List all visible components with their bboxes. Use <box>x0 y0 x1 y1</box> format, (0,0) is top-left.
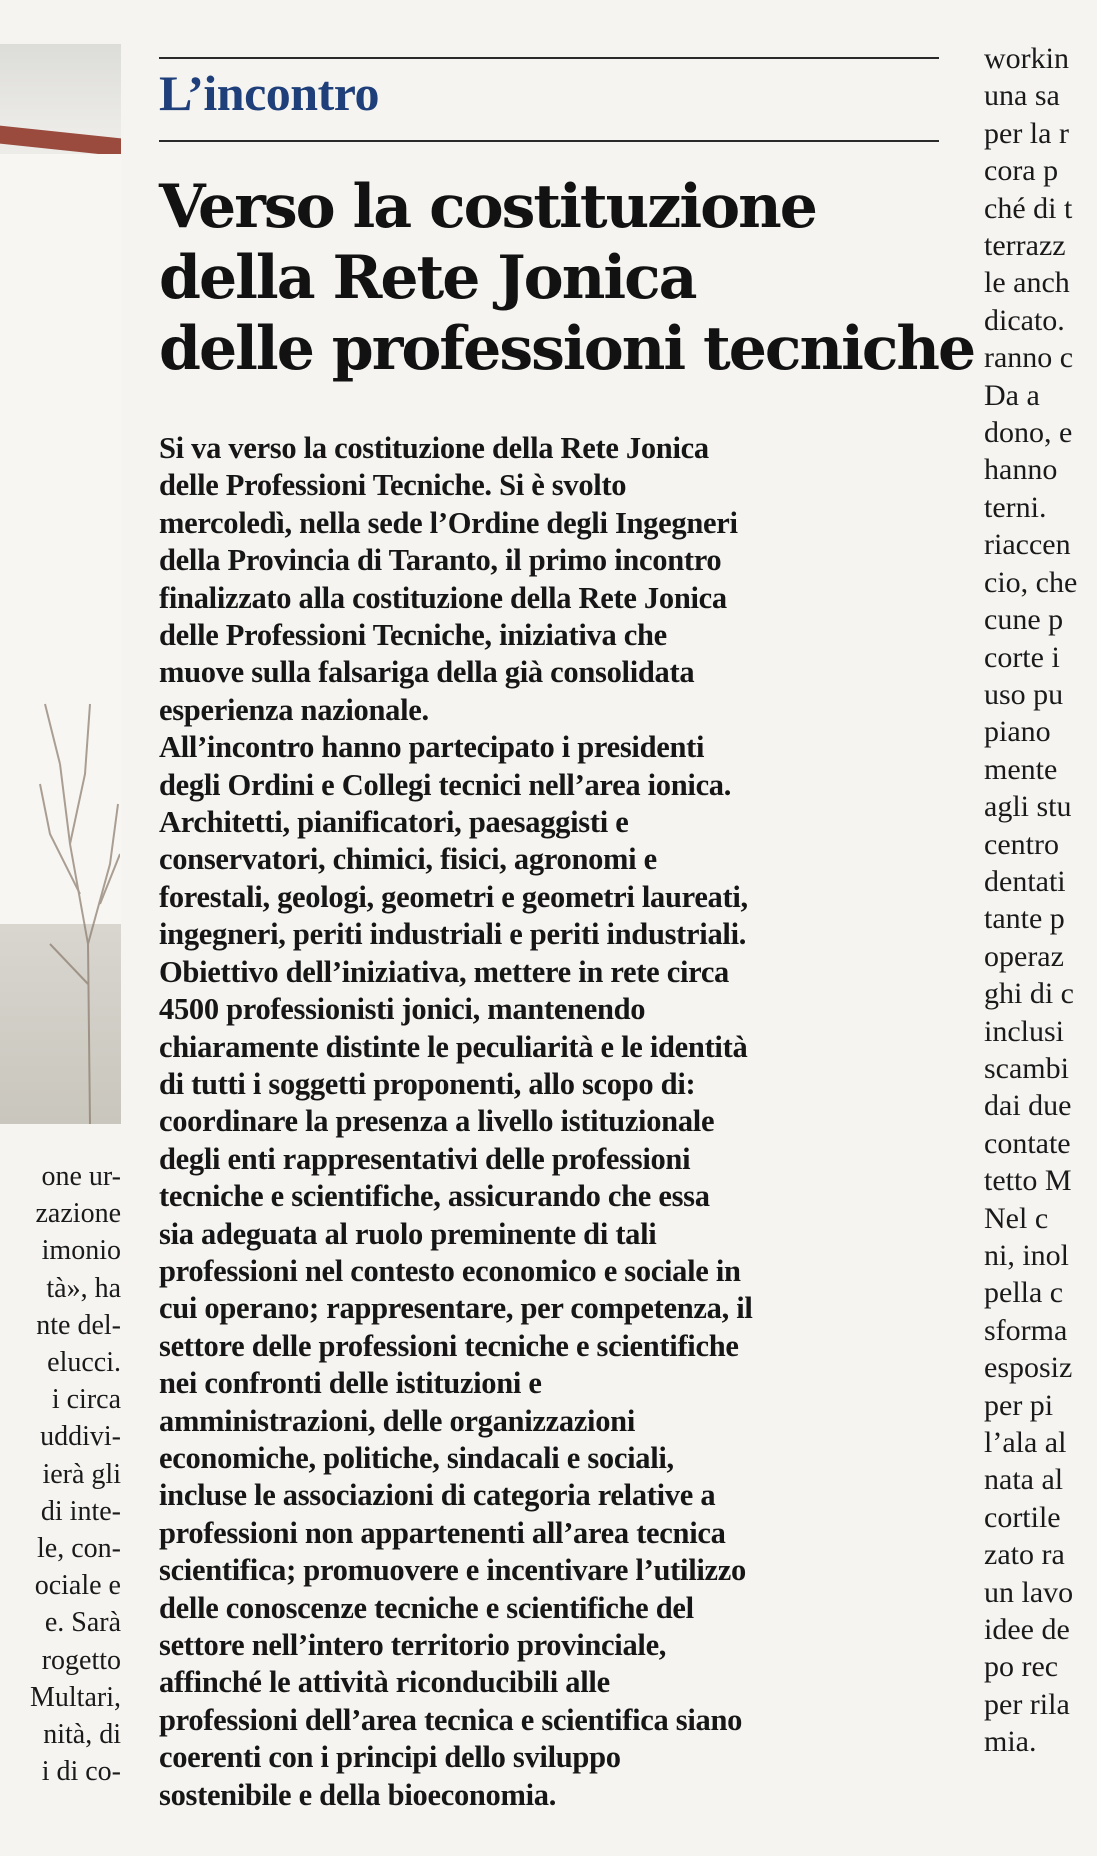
right-column-line: le anch <box>984 266 1070 300</box>
article-headline <box>159 172 975 385</box>
left-column-line: i circa <box>51 1384 121 1416</box>
body-line: della Provincia di Taranto, il primo incontro <box>159 543 722 578</box>
right-column-line: ché di t <box>984 191 1073 225</box>
right-column-line: per rila <box>984 1687 1070 1721</box>
right-column-line: tante p <box>984 902 1065 936</box>
right-column-line: agli stu <box>984 790 1072 824</box>
right-column-line: Da a <box>984 378 1040 412</box>
body-line: delle Professioni Tecniche, iniziativa che <box>159 618 667 653</box>
left-column-line: tà», ha <box>46 1272 121 1304</box>
right-column-line: uso pu <box>984 677 1064 711</box>
left-column-line: di inte- <box>40 1495 121 1527</box>
body-line: Si va verso la costituzione della Rete Jonica <box>159 431 709 465</box>
body-line: chiaramente distinte le peculiarità e le identità <box>159 1029 748 1064</box>
kicker-rule <box>159 140 939 142</box>
right-column-line: terrazz <box>984 229 1066 263</box>
body-line: coordinare la presenza a livello istituzionale <box>159 1104 715 1139</box>
section-kicker: L’incontro <box>159 65 380 121</box>
right-column-line: operaz <box>984 939 1064 973</box>
body-line: finalizzato alla costituzione della Rete Jonica <box>159 580 727 615</box>
body-line: nei confronti delle istituzioni e <box>159 1366 542 1401</box>
body-line: di tutti i soggetti proponenti, allo scopo di: <box>159 1066 696 1101</box>
right-column-text <box>984 40 1097 1761</box>
right-column-line: dicato. <box>984 303 1065 337</box>
right-column-line: dono, e <box>984 416 1073 450</box>
left-column-line: ierà gli <box>42 1458 121 1490</box>
body-line: All’incontro hanno partecipato i presidenti <box>159 730 705 765</box>
left-column-line: zazione <box>35 1198 121 1230</box>
left-column-line: elucci. <box>47 1347 121 1379</box>
body-line: delle conoscenze tecniche e scientifiche del <box>159 1590 694 1625</box>
left-column-line: le, con- <box>37 1533 121 1565</box>
body-line: settore delle professioni tecniche e scientifiche <box>159 1328 739 1363</box>
left-column-line: i di co- <box>41 1756 121 1788</box>
right-column-line: scambi <box>984 1051 1069 1085</box>
right-column-line: l’ala al <box>984 1426 1067 1460</box>
right-column-line: cora p <box>984 154 1059 188</box>
right-column-line: piano <box>984 715 1051 749</box>
left-column-line: nità, di <box>43 1719 121 1751</box>
body-line: esperienza nazionale. <box>159 692 429 727</box>
body-line: cui operano; rappresentare, per competenza, il <box>159 1291 753 1326</box>
right-column-line: per pi <box>984 1388 1054 1422</box>
article-body <box>159 430 939 1814</box>
body-line: amministrazioni, delle organizzazioni <box>159 1403 635 1438</box>
headline-line: della Rete Jonica <box>159 243 696 313</box>
right-column-line: tetto M <box>984 1164 1072 1198</box>
left-column-line: uddivi- <box>40 1421 121 1453</box>
body-line: sostenibile e della bioeconomia. <box>159 1777 557 1812</box>
right-column-line: una sa <box>984 79 1060 113</box>
left-column-line: e. Sarà <box>44 1607 121 1639</box>
right-column-line: dai due <box>984 1089 1072 1123</box>
right-column-line: ni, inol <box>984 1239 1070 1272</box>
body-line: Obiettivo dell’iniziativa, mettere in rete circa <box>159 954 730 989</box>
body-line: 4500 professionisti jonici, mantenendo <box>159 992 646 1027</box>
right-column-line: mente <box>984 752 1058 786</box>
body-line: affinché le attività riconducibili alle <box>159 1665 610 1700</box>
body-line: mercoledì, nella sede l’Ordine degli Ingegneri <box>159 505 738 540</box>
right-column-line: dentati <box>984 864 1066 898</box>
left-column-line: ociale e <box>34 1570 121 1602</box>
left-column-line: nte del- <box>36 1309 121 1341</box>
right-column-line: cio, che <box>984 565 1078 599</box>
right-column-line: inclusi <box>984 1014 1064 1048</box>
body-line: professioni non appartenenti all’area tecnica <box>159 1515 726 1550</box>
right-column-line: nata al <box>984 1463 1064 1497</box>
right-column-line: hanno <box>984 453 1058 487</box>
body-line: settore nell’intero territorio provinciale, <box>159 1628 667 1662</box>
right-column-line: cune p <box>984 603 1064 637</box>
right-column-line: po rec <box>984 1650 1059 1684</box>
right-column-line: Nel c <box>984 1201 1049 1235</box>
left-column-text <box>0 1158 121 1790</box>
right-column-line: terni. <box>984 490 1047 524</box>
roof-edge <box>0 126 121 157</box>
right-column-line: esposiz <box>984 1351 1073 1385</box>
right-column-line: mia. <box>984 1725 1037 1759</box>
body-line: scientifica; promuovere e incentivare l’utilizzo <box>159 1553 746 1588</box>
left-column-line: one ur- <box>41 1161 121 1192</box>
headline-line: delle professioni tecniche <box>159 314 975 384</box>
body-line: coerenti con i principi dello sviluppo <box>159 1740 621 1775</box>
right-column-line: sforma <box>984 1313 1068 1347</box>
body-line: professioni nel contesto economico e sociale in <box>159 1253 741 1288</box>
right-column-line: workin <box>984 42 1069 75</box>
right-column-line: un lavo <box>984 1575 1074 1609</box>
headline-line: Verso la costituzione <box>159 172 816 242</box>
right-column-line: riaccen <box>984 528 1071 562</box>
body-line: economiche, politiche, sindacali e sociali, <box>159 1440 674 1475</box>
right-column-line: idee de <box>984 1613 1070 1647</box>
body-line: tecniche e scientifiche, assicurando che essa <box>159 1179 710 1214</box>
body-line: degli Ordini e Collegi tecnici nell’area ionica. <box>159 767 732 802</box>
right-column-line: pella c <box>984 1276 1064 1310</box>
body-line: forestali, geologi, geometri e geometri laureati, <box>159 879 748 914</box>
body-line: delle Professioni Tecniche. Si è svolto <box>159 468 627 503</box>
right-column-line: cortile <box>984 1500 1061 1534</box>
right-column-line: ghi di c <box>984 977 1074 1011</box>
right-column-line: corte i <box>984 640 1060 674</box>
top-rule <box>159 57 939 59</box>
body-line: degli enti rappresentativi delle professioni <box>159 1141 691 1176</box>
body-line: Architetti, pianificatori, paesaggisti e <box>159 805 629 840</box>
right-column-line: per la r <box>984 116 1069 150</box>
body-line: conservatori, chimici, fisici, agronomi e <box>159 842 657 877</box>
right-column-line: contate <box>984 1126 1071 1160</box>
left-column-line: Multari, <box>30 1681 121 1713</box>
left-column-line: rogetto <box>41 1644 121 1676</box>
building-photo <box>0 44 121 1124</box>
tree-branches-icon <box>30 644 120 1124</box>
body-line: muove sulla falsariga della già consolidata <box>159 655 695 690</box>
body-line: professioni dell’area tecnica e scientifica siano <box>159 1702 743 1737</box>
left-column-line: imonio <box>41 1235 121 1267</box>
body-line: ingegneri, periti industriali e periti industriali. <box>159 917 747 952</box>
right-column-line: ranno c <box>984 341 1074 375</box>
body-line: incluse le associazioni di categoria relative a <box>159 1478 716 1513</box>
right-column-line: centro <box>984 827 1059 861</box>
right-column-line: zato ra <box>984 1538 1065 1572</box>
body-line: sia adeguata al ruolo preminente di tali <box>159 1216 657 1251</box>
